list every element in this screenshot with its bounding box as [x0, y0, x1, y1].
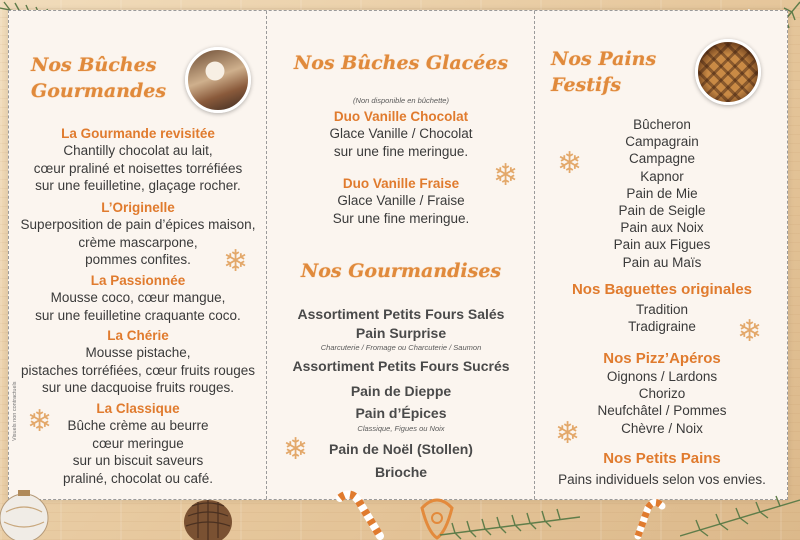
menu-item [9, 125, 267, 195]
baguettes-title: Nos Baguettes originales [571, 281, 753, 298]
item-desc-line: praliné, chocolat ou café. [62, 470, 214, 486]
bread-item: Campagrain [625, 134, 699, 150]
item-name: La Chérie [107, 328, 169, 343]
title-line: Nos Pains [551, 48, 657, 70]
gourmandise-note: Classique, Figues ou Noix [357, 424, 445, 433]
item-name: Duo Vanille Chocolat [333, 109, 469, 124]
petits-pains-desc: Pains individuels selon vos envies. [558, 472, 766, 487]
gourmandise-note: Charcuterie / Fromage ou Charcuterie / Saumon [320, 343, 482, 352]
item-desc-line: sur une feuilletine, glaçage rocher. [35, 178, 241, 193]
bread-item: Pain aux Figues [613, 237, 711, 253]
item-desc-line: Mousse pistache, [85, 345, 191, 360]
snowflake-icon: ❄ [737, 315, 763, 348]
bread-item: Bûcheron [633, 117, 691, 132]
candy-cane [628, 496, 668, 540]
bread-list [535, 116, 789, 271]
bread-item: Pain au Maïs [622, 254, 702, 270]
item-desc-line: crème mascarpone, [78, 234, 198, 250]
item-desc-line: cœur meringue [92, 435, 184, 451]
bread-item: Campagne [628, 151, 696, 167]
menu-item [9, 272, 267, 324]
item-name: La Gourmande revisitée [61, 126, 215, 141]
item-desc-line: sur une fine meringue. [333, 143, 469, 159]
item-desc-line: Glace Vanille / Chocolat [329, 126, 473, 141]
petits-pains-title: Nos Petits Pains [603, 450, 721, 467]
item-desc-line: cœur praliné et noisettes torréfiées [33, 160, 243, 176]
item-desc-line: Superposition de pain d’épices maison, [20, 217, 256, 232]
item-desc-line: pommes confites. [85, 252, 191, 267]
item-name: Duo Vanille Fraise [342, 176, 460, 191]
menu-card [8, 10, 788, 500]
section-title-gourmandises: Nos Gourmandises [300, 260, 502, 282]
section-title-pains-festifs [551, 47, 691, 98]
availability-note: (Non disponible en bûchette) [353, 96, 449, 105]
snowflake-icon: ❄ [223, 245, 249, 278]
item-desc-line: Mousse coco, cœur mangue, [50, 290, 226, 305]
baguette-item: Tradition [635, 302, 689, 317]
title-line: Nos Bûches [31, 54, 157, 76]
menu-item [267, 108, 535, 160]
item-desc-line: Chantilly chocolat au lait, [63, 143, 213, 158]
snowflake-icon: ❄ [283, 433, 309, 466]
column-buches-gourmandes [9, 11, 267, 499]
item-desc-line: Glace Vanille / Fraise [337, 193, 465, 208]
pizz-item: Chorizo [638, 386, 686, 402]
snowflake-icon: ❄ [555, 417, 581, 450]
gourmandise-item: Brioche [374, 464, 428, 480]
item-desc-line: pistaches torréfiées, cœur fruits rouges [20, 362, 256, 378]
pine-branch [440, 495, 580, 540]
snowflake-icon: ❄ [493, 159, 519, 192]
gourmandise-item: Pain de Noël (Stollen) [329, 441, 473, 457]
bread-item: Kapnor [640, 168, 684, 184]
section-title-buches-glacees: Nos Bûches Glacées [293, 52, 509, 74]
item-name: La Passionnée [90, 273, 186, 288]
buche-photo [185, 47, 251, 113]
title-line: Festifs [551, 73, 622, 96]
column-pains-festifs [535, 11, 789, 499]
item-desc-line: sur une feuilletine craquante coco. [35, 307, 241, 323]
item-name: L’Originelle [101, 200, 175, 215]
baguette-item: Tradigraine [628, 319, 696, 335]
disclaimer-note: Visuels non contractuels [12, 381, 18, 441]
gourmandise-item: Pain d’Épices [355, 405, 447, 421]
bread-photo [695, 39, 761, 105]
pizz-item: Neufchâtel / Pommes [597, 403, 727, 419]
gourmandise-item: Assortiment Petits Fours Salés [297, 306, 505, 322]
snowflake-icon: ❄ [27, 405, 53, 438]
christmas-ornament [0, 482, 60, 540]
section-title-buches-gourmandes [31, 53, 191, 104]
item-desc-line: Sur une fine meringue. [332, 210, 470, 226]
pine-branch [680, 490, 800, 540]
bread-item: Pain de Mie [626, 185, 698, 201]
column-buches-glacees [267, 11, 535, 499]
item-desc-line: sur un biscuit saveurs [72, 453, 204, 468]
gourmandise-item: Pain de Dieppe [350, 383, 452, 399]
snowflake-icon: ❄ [557, 147, 583, 180]
item-name: La Classique [96, 401, 180, 416]
item-desc-line: Bûche crème au beurre [67, 418, 209, 433]
gourmandise-item: Pain Surprise [355, 325, 447, 341]
title-line: Gourmandes [31, 79, 167, 102]
bread-item: Pain aux Noix [620, 220, 704, 236]
pizz-title: Nos Pizz’Apéros [603, 350, 721, 367]
item-desc-line: sur une dacquoise fruits rouges. [41, 380, 235, 395]
menu-item [9, 327, 267, 397]
pizz-item: Oignons / Lardons [606, 369, 718, 384]
candy-cane [330, 490, 390, 540]
pine-cone [180, 492, 236, 540]
pizz-item: Chèvre / Noix [621, 420, 703, 436]
gourmandise-item: Assortiment Petits Fours Sucrés [292, 358, 510, 374]
bread-item: Pain de Seigle [618, 203, 706, 219]
